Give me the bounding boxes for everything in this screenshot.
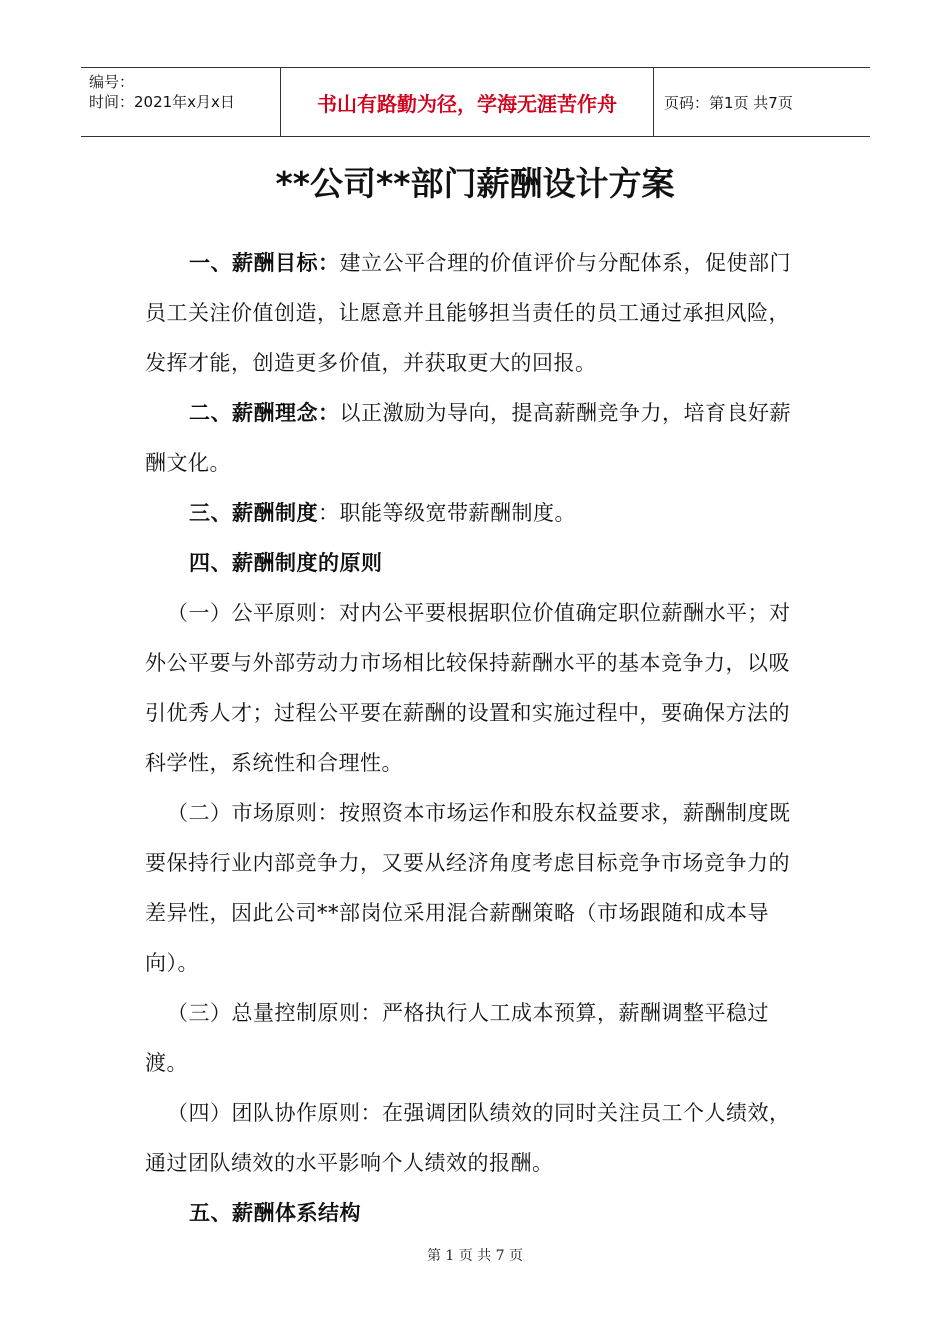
page-footer: 第 1 页 共 7 页 — [426, 1248, 524, 1264]
paragraph-text: （二）市场原则：按照资本市场运作和股东权益要求，薪酬制度既要保持行业内部竞争力，又要从经济角度考虑目标竞争市场竞争力的差异性，因此公司**部岗位采用混合薪酬策略（市场跟随和成本导向）。 — [145, 801, 791, 975]
section-heading: 四、薪酬制度的原则 — [189, 551, 383, 575]
paragraph-text: （三）总量控制原则：严格执行人工成本预算，薪酬调整平稳过渡。 — [145, 1001, 769, 1075]
paragraph-principles-heading — [145, 538, 805, 588]
paragraph-teamwork — [145, 1088, 805, 1188]
paragraph-text: （一）公平原则：对内公平要根据职位价值确定职位薪酬水平；对外公平要与外部劳动力市场相比较保持薪酬水平的基本竞争力，以吸引优秀人才；过程公平要在薪酬的设置和实施过程中，要确保方法的科学性，系统性和合理性。 — [145, 601, 791, 775]
paragraph-salary-concept — [145, 388, 805, 488]
section-heading: 二、薪酬理念： — [189, 401, 340, 425]
document-title: **公司**部门薪酬设计方案 — [275, 164, 675, 203]
paragraph-salary-system — [145, 488, 805, 538]
page-header — [81, 67, 870, 137]
document-number-label: 编号： — [89, 73, 135, 91]
paragraph-text: ：职能等级宽带薪酬制度。 — [318, 501, 576, 525]
header-page-code: 页码：第1页 共7页 — [664, 93, 793, 112]
section-heading: 五、薪酬体系结构 — [189, 1201, 361, 1225]
paragraph-fairness — [145, 588, 805, 788]
paragraph-structure-heading — [145, 1188, 805, 1238]
paragraph-market — [145, 788, 805, 988]
paragraph-text: 建立公平合理的价值评价与分配体系，促使部门员工关注价值创造，让愿意并且能够担当责任的员工通过承担风险，发挥才能，创造更多价值，并获取更大的回报。 — [145, 251, 791, 375]
header-motto: 书山有路勤为径，学海无涯苦作舟 — [281, 68, 654, 136]
paragraph-total-control — [145, 988, 805, 1088]
paragraph-text: 以正激励为导向，提高薪酬竞争力，培育良好薪酬文化。 — [145, 401, 791, 475]
section-heading: 三、薪酬制度 — [189, 501, 318, 525]
header-meta — [81, 68, 281, 136]
document-time-label: 时间：2021年x月x日 — [89, 93, 235, 111]
paragraph-salary-goal — [145, 238, 805, 388]
paragraph-text: （四）团队协作原则：在强调团队绩效的同时关注员工个人绩效，通过团队绩效的水平影响个人绩效的报酬。 — [145, 1101, 791, 1175]
document-body — [145, 238, 805, 1238]
section-heading: 一、薪酬目标： — [189, 251, 340, 275]
